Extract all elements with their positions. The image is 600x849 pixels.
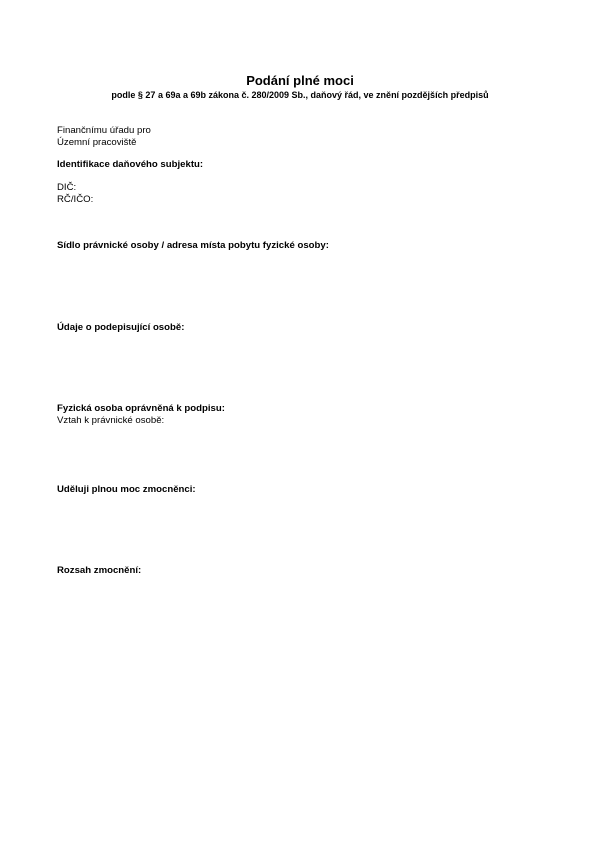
office-line-2: Územní pracoviště xyxy=(57,137,137,148)
document-subtitle: podle § 27 a 69a a 69b zákona č. 280/2009 Sb., daňový řád, ve znění pozdějších předpisů xyxy=(111,90,489,100)
taxpayer-identification-heading: Identifikace daňového subjektu: xyxy=(57,159,204,170)
power-of-attorney-heading: Uděluji plnou moc zmocněnci: xyxy=(57,484,196,495)
signatory-heading: Údaje o podepisující osobě: xyxy=(57,322,185,333)
relation-label: Vztah k právnické osobě: xyxy=(57,415,165,426)
dic-label: DIČ: xyxy=(57,182,77,193)
authorized-person-heading: Fyzická osoba oprávněná k podpisu: xyxy=(57,403,225,414)
address-heading: Sídlo právnické osoby / adresa místa pobytu fyzické osoby: xyxy=(57,240,329,251)
scope-heading: Rozsah zmocnění: xyxy=(57,565,142,576)
document-title: Podání plné moci xyxy=(246,73,354,88)
rc-ico-label: RČ/IČO: xyxy=(57,194,94,205)
office-line-1: Finančnímu úřadu pro xyxy=(57,125,151,136)
